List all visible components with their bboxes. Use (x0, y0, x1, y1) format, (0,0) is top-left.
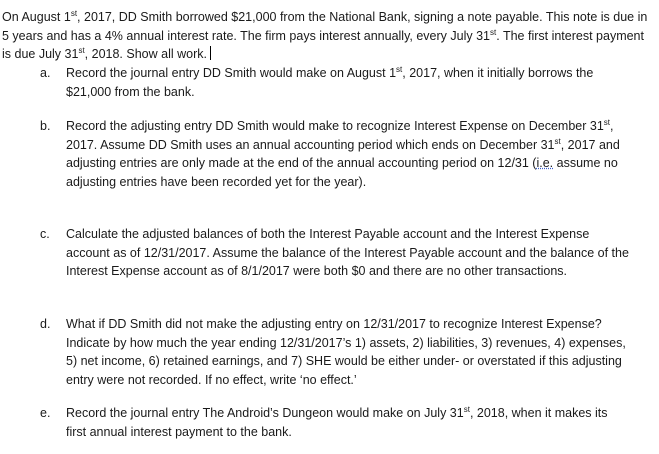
item-text: What if DD Smith did not make the adjusting entry on 12/31/2017 to recognize Interest Expense? Indicate by how much the year ending 12/31/2017’s 1) assets, 2) liabilities, 3) revenues, 4) expenses, 5) net income, 6) retained earnings, and 7) SHE would be either under- or overstated if this adjusting entry were not recorded. If no effect, write ‘no effect.’ (66, 317, 626, 387)
item-text-part: Record the journal entry The Android’s Dungeon would make on July 31 (66, 406, 464, 420)
list-item-a (40, 64, 630, 101)
item-letter: c. (40, 227, 50, 241)
ordinal-suffix: st (554, 136, 561, 146)
list-item-c (40, 225, 630, 281)
list-item-b (40, 117, 630, 191)
item-text-part: , 2018, when it makes its first annual interest payment to the bank. (66, 406, 608, 439)
ie-abbreviation: i.e. (536, 156, 554, 170)
item-letter: e. (40, 406, 51, 420)
item-text-part: assume no adjusting entries have been recorded yet for the year). (66, 156, 618, 189)
ordinal-suffix: st (396, 64, 403, 74)
intro-text-1: On August 1 (2, 10, 71, 24)
intro-text-2: , 2017, DD Smith borrowed $21,000 from the National Bank, signing a note payable. This note is due in 5 years and has a 4% annual interest rate. The firm pays interest annually, every July 31 (2, 10, 648, 43)
intro-text-4: , 2018. Show all work. (84, 47, 207, 61)
item-text-part: , 2017 and adjusting entries are only made at the end of the annual accounting period on 12/31 ( (66, 137, 620, 170)
item-text-part: , 2017, when it initially borrows the $21,000 from the bank. (66, 66, 594, 99)
ordinal-suffix: st (70, 8, 78, 18)
ordinal-suffix: st (603, 117, 611, 127)
intro-text-3: . The first interest payment is due July 31 (2, 28, 644, 61)
problem-intro (2, 8, 652, 64)
item-text (66, 64, 630, 101)
ordinal-suffix: st (490, 27, 497, 37)
item-letter: a. (40, 66, 51, 80)
ordinal-suffix: st (463, 404, 470, 414)
list-item-d (40, 315, 630, 389)
list-item-e (40, 404, 630, 441)
item-text: Calculate the adjusted balances of both the Interest Payable account and the Interest Expense account as of 12/31/2017. Assume the balance of the Interest Payable account and the balance of the Interest Expense account as of 8/1/2017 were both $0 and there are no other transactions. (66, 227, 629, 278)
ordinal-suffix: st (78, 45, 85, 55)
item-text (66, 117, 630, 191)
text-cursor (210, 46, 211, 60)
item-letter: b. (40, 119, 51, 133)
item-text-part: Record the adjusting entry DD Smith would make to recognize Interest Expense on December 31 (66, 119, 604, 133)
item-text-part: Record the journal entry DD Smith would make on August 1 (66, 66, 397, 80)
item-letter: d. (40, 317, 51, 331)
item-text-part: , 2017. Assume DD Smith uses an annual accounting period which ends on December 31 (66, 119, 614, 152)
item-text (66, 404, 630, 441)
